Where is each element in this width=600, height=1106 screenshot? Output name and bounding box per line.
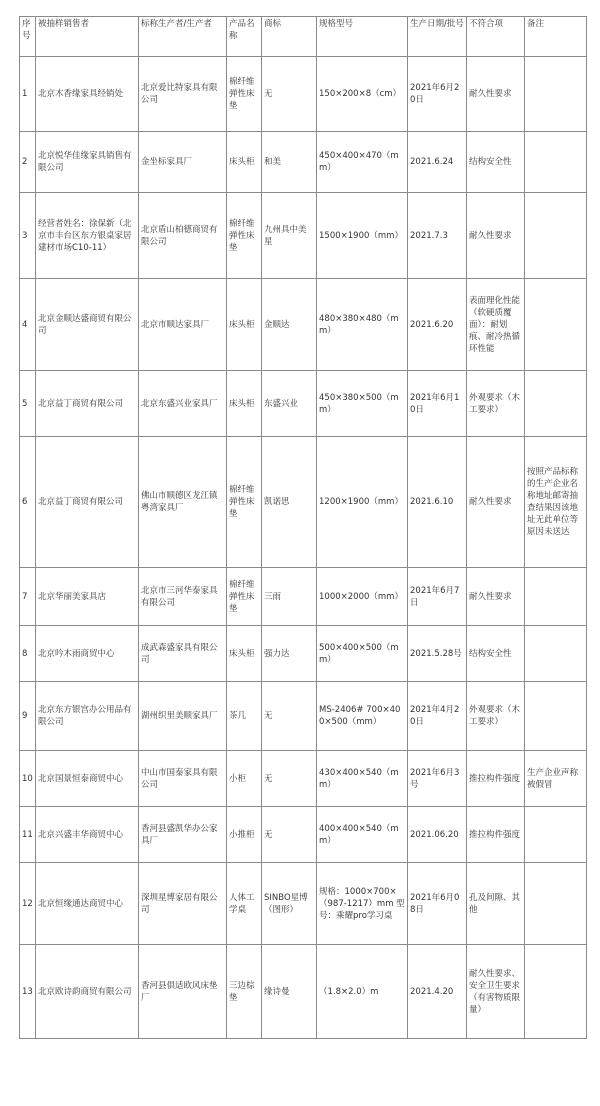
table-row	[20, 807, 587, 863]
cell-remarks	[525, 279, 587, 371]
cell-seller: 北京益丁商贸有限公司	[36, 437, 139, 568]
cell-product: 床头柜	[227, 132, 262, 193]
cell-remarks	[525, 371, 587, 437]
cell-brand: 九州具中美星	[262, 193, 317, 279]
cell-spec: 150×200×8（cm）	[317, 57, 408, 132]
cell-product: 床头柜	[227, 626, 262, 682]
header-cell-nonconformity: 不符合项	[467, 17, 525, 57]
cell-spec: 480×380×480（mm）	[317, 279, 408, 371]
cell-spec: 1200×1900（mm）	[317, 437, 408, 568]
cell-brand: 三雨	[262, 568, 317, 626]
cell-index: 7	[20, 568, 36, 626]
cell-brand: 东盛兴业	[262, 371, 317, 437]
cell-product: 三边棕垫	[227, 945, 262, 1039]
cell-product: 棉纤维弹性床垫	[227, 568, 262, 626]
cell-product: 床头柜	[227, 279, 262, 371]
cell-index: 2	[20, 132, 36, 193]
cell-index: 13	[20, 945, 36, 1039]
cell-index: 4	[20, 279, 36, 371]
cell-producer: 成武森盛家具有限公司	[139, 626, 227, 682]
table-row	[20, 863, 587, 945]
header-cell-producer: 标称生产者/生产者	[139, 17, 227, 57]
cell-nonconformity: 推拉构件强度	[467, 751, 525, 807]
table-row	[20, 626, 587, 682]
cell-remarks	[525, 863, 587, 945]
cell-remarks: 按照产品标称的生产企业名称地址邮寄抽查结果因该地址无此单位等原因未送达	[525, 437, 587, 568]
cell-producer: 北京爱比特家具有限公司	[139, 57, 227, 132]
cell-nonconformity: 耐久性要求	[467, 568, 525, 626]
cell-brand: 无	[262, 682, 317, 751]
cell-spec: 1500×1900（mm）	[317, 193, 408, 279]
header-cell-date: 生产日期/批号	[408, 17, 467, 57]
cell-index: 11	[20, 807, 36, 863]
cell-nonconformity: 推拉构件强度	[467, 807, 525, 863]
cell-remarks	[525, 193, 587, 279]
header-cell-spec: 规格型号	[317, 17, 408, 57]
table-row	[20, 57, 587, 132]
table-row	[20, 682, 587, 751]
cell-date: 2021.06.20	[408, 807, 467, 863]
cell-date: 2021年6月10日	[408, 371, 467, 437]
cell-nonconformity: 耐久性要求	[467, 437, 525, 568]
cell-product: 小柜	[227, 751, 262, 807]
cell-date: 2021.7.3	[408, 193, 467, 279]
cell-product: 人体工学桌	[227, 863, 262, 945]
table-row	[20, 945, 587, 1039]
cell-seller: 北京悦华佳缘家具销售有限公司	[36, 132, 139, 193]
cell-producer: 香河县盛凯华办公家具厂	[139, 807, 227, 863]
cell-seller: 北京金顺达盛商贸有限公司	[36, 279, 139, 371]
cell-producer: 湖州织里美顺家具厂	[139, 682, 227, 751]
cell-producer: 北京东盛兴业家具厂	[139, 371, 227, 437]
cell-date: 2021年6月08日	[408, 863, 467, 945]
cell-brand: 和美	[262, 132, 317, 193]
cell-product: 茶几	[227, 682, 262, 751]
table-row	[20, 568, 587, 626]
table-row	[20, 279, 587, 371]
cell-spec: 450×380×500（mm）	[317, 371, 408, 437]
table-row	[20, 132, 587, 193]
header-cell-remarks: 备注	[525, 17, 587, 57]
cell-index: 9	[20, 682, 36, 751]
inspection-results-table-wrap	[19, 16, 586, 1039]
table-row	[20, 437, 587, 568]
header-cell-seller: 被抽样销售者	[36, 17, 139, 57]
cell-index: 12	[20, 863, 36, 945]
cell-remarks: 生产企业声称被假冒	[525, 751, 587, 807]
cell-product: 小推柜	[227, 807, 262, 863]
cell-remarks	[525, 568, 587, 626]
cell-remarks	[525, 626, 587, 682]
cell-nonconformity: 耐久性要求、安全卫生要求（有害物质限量）	[467, 945, 525, 1039]
cell-brand: 缘诗曼	[262, 945, 317, 1039]
cell-date: 2021.4.20	[408, 945, 467, 1039]
cell-nonconformity: 孔及间隙、其他	[467, 863, 525, 945]
cell-product: 棉纤维弹性床垫	[227, 193, 262, 279]
cell-producer: 中山市国泰家具有限公司	[139, 751, 227, 807]
cell-remarks	[525, 57, 587, 132]
cell-seller: 北京欧诗韵商贸有限公司	[36, 945, 139, 1039]
cell-producer: 北京市顺达家具厂	[139, 279, 227, 371]
cell-date: 2021.6.10	[408, 437, 467, 568]
cell-remarks	[525, 945, 587, 1039]
cell-spec: 430×400×540（mm）	[317, 751, 408, 807]
cell-date: 2021.5.28号	[408, 626, 467, 682]
cell-producer: 北京市三河华泰家具有限公司	[139, 568, 227, 626]
cell-index: 10	[20, 751, 36, 807]
cell-date: 2021.6.24	[408, 132, 467, 193]
cell-nonconformity: 耐久性要求	[467, 193, 525, 279]
cell-spec: MS-2406# 700×400×500（mm）	[317, 682, 408, 751]
cell-brand: 强力达	[262, 626, 317, 682]
cell-brand: 金顺达	[262, 279, 317, 371]
cell-brand: SINBO星博（图形）	[262, 863, 317, 945]
cell-spec: 1000×2000（mm）	[317, 568, 408, 626]
cell-producer: 深圳星博家居有限公司	[139, 863, 227, 945]
cell-brand: 无	[262, 751, 317, 807]
cell-index: 3	[20, 193, 36, 279]
cell-producer: 金坐标家具厂	[139, 132, 227, 193]
inspection-results-table	[19, 16, 587, 1039]
cell-product: 棉纤维弹性床垫	[227, 57, 262, 132]
cell-product: 棉纤维弹性床垫	[227, 437, 262, 568]
cell-seller: 北京恒缘通达商贸中心	[36, 863, 139, 945]
table-row	[20, 751, 587, 807]
cell-product: 床头柜	[227, 371, 262, 437]
cell-nonconformity: 结构安全性	[467, 132, 525, 193]
cell-producer: 香河县俱适欧风床垫厂	[139, 945, 227, 1039]
cell-nonconformity: 外观要求（木工要求）	[467, 682, 525, 751]
cell-spec: 450×400×470（mm）	[317, 132, 408, 193]
cell-index: 8	[20, 626, 36, 682]
cell-date: 2021年6月20日	[408, 57, 467, 132]
cell-remarks	[525, 132, 587, 193]
cell-producer: 佛山市顺德区龙江镇粤湾家具厂	[139, 437, 227, 568]
table-header-row	[20, 17, 587, 57]
cell-spec: 500×400×500（mm）	[317, 626, 408, 682]
cell-spec: 400×400×540（mm）	[317, 807, 408, 863]
cell-seller: 北京兴盛丰华商贸中心	[36, 807, 139, 863]
header-cell-index: 序号	[20, 17, 36, 57]
cell-seller: 北京木香缘家具经销处	[36, 57, 139, 132]
cell-nonconformity: 表面理化性能（软硬质覆面）：耐划痕、耐冷热循环性能	[467, 279, 525, 371]
cell-index: 5	[20, 371, 36, 437]
cell-spec: 规格：1000×700×（987-1217）mm 型号：乘耀pro学习桌	[317, 863, 408, 945]
header-cell-brand: 商标	[262, 17, 317, 57]
cell-brand: 无	[262, 807, 317, 863]
cell-brand: 凯诺思	[262, 437, 317, 568]
cell-nonconformity: 结构安全性	[467, 626, 525, 682]
cell-date: 2021年6月7日	[408, 568, 467, 626]
cell-remarks	[525, 807, 587, 863]
cell-date: 2021年4月20日	[408, 682, 467, 751]
cell-seller: 北京益丁商贸有限公司	[36, 371, 139, 437]
table-row	[20, 371, 587, 437]
cell-nonconformity: 耐久性要求	[467, 57, 525, 132]
cell-spec: （1.8×2.0）m	[317, 945, 408, 1039]
cell-brand: 无	[262, 57, 317, 132]
cell-seller: 北京国景恒泰商贸中心	[36, 751, 139, 807]
header-cell-product: 产品名称	[227, 17, 262, 57]
cell-seller: 北京华丽美家具店	[36, 568, 139, 626]
cell-nonconformity: 外观要求（木工要求）	[467, 371, 525, 437]
cell-producer: 北京盾山柏德商贸有限公司	[139, 193, 227, 279]
cell-index: 6	[20, 437, 36, 568]
cell-remarks	[525, 682, 587, 751]
cell-seller: 经营者姓名：徐保新（北京市丰台区东方银桌家居建材市场C10-11）	[36, 193, 139, 279]
cell-seller: 北京吟木雨商贸中心	[36, 626, 139, 682]
cell-index: 1	[20, 57, 36, 132]
cell-date: 2021.6.20	[408, 279, 467, 371]
table-row	[20, 193, 587, 279]
cell-seller: 北京东方银宫办公用品有限公司	[36, 682, 139, 751]
cell-date: 2021年6月3号	[408, 751, 467, 807]
